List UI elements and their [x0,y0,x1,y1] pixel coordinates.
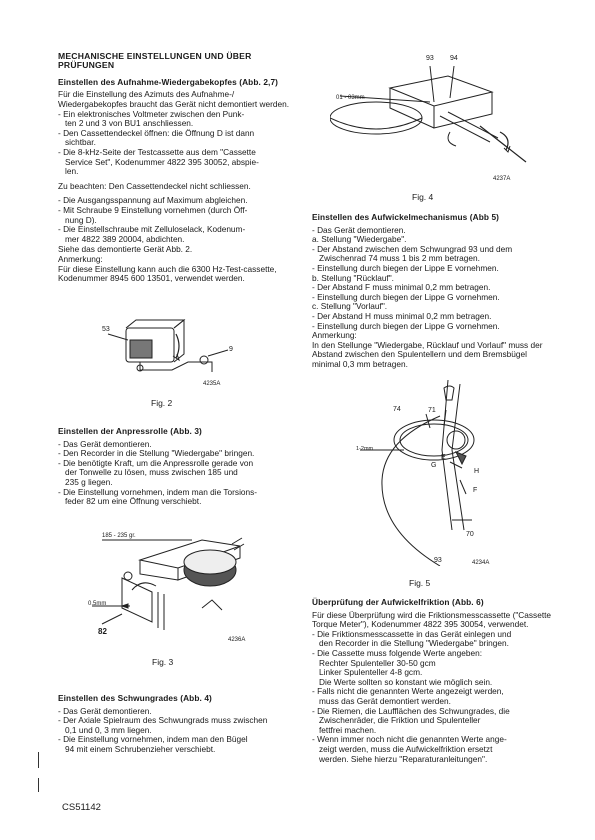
page-heading: MECHANISCHE EINSTELLUNGEN UND ÜBER PRÜFUNGEN [58,51,252,71]
figure-5-label: F [473,487,478,494]
section-title-friction: Überprüfung der Aufwickelfriktion (Abb. 6) [312,597,484,607]
list-item: - Den Cassettendeckel öffnen: die Öffnung D ist dann sichtbar. [58,127,255,148]
list-item: - Falls nicht die genannten Werte angezeigt werden, muss das Gerät demontiert werden. [312,686,504,706]
list-item: - Einstellung durch biegen der Lippe G vornehmen. [312,320,500,331]
figure-5-code: 4234A [472,560,490,566]
section-title-flywheel: Einstellen des Schwungrades (Abb. 4) [58,693,212,703]
figure-4-label: 93 [426,55,434,62]
step-list [58,196,303,244]
figure-3-label: 82 [98,627,107,636]
figure-4-drawing [330,62,530,178]
section-title-head-adjust: Einstellen des Aufnahme-Wiedergabekopfes (Abb. 2,7) [58,76,279,87]
list-item: - Die Ausgangsspannung auf Maximum abgleichen. [58,195,248,206]
figure-5-label: 1-2mm [356,446,374,452]
list-item: - Die Einstellung vornehmen, indem man die Torsions- feder 82 um eine Öffnung verschiebt. [58,486,258,507]
paragraph: Für die Einstellung des Azimuts des Aufnahme-/ Wiedergabekopfes braucht das Gerät nicht demontiert werden. [58,89,290,109]
figure-3-code: 4236A [228,637,246,643]
figure-3-label: 0.5mm [88,601,107,607]
figure-2-caption: Fig. 2 [151,398,173,408]
figure-3-label: 185 - 235 gr. [102,533,136,539]
step-list [58,707,303,755]
section-title-take-up: Einstellen des Aufwickelmechanismus (Abb 5) [312,212,500,222]
margin-mark [38,778,39,792]
list-item: - Die Einstellschraube mit Zelluloselack, Kodenum- mer 4822 389 20004, abdichten. [58,224,246,244]
list-item: - Einstellung durch biegen der Lippe G vornehmen. [312,291,500,302]
figure-5-label: H [474,468,480,475]
list-item: - Die Friktionsmesscassette in das Gerät einlegen und den Recorder in die Stellung "Wiedergabe" bringen. [312,628,512,649]
list-item: - Die Einstellung vornehmen, indem man den Bügel 94 mit einem Schrubenzieher verschiebt. [58,734,248,754]
list-item: - Der Abstand zwischen dem Schwungrad 93 und dem Zwischenrad 74 muss 1 bis 2 mm betragen. [312,243,513,264]
figure-2-label: 53 [102,326,110,333]
step-list [58,110,303,177]
list-item: - Die Cassette muss folgende Werte angeben: Rechter Spulenteller 30-50 gcm Linker Spulenteller 4-8 gcm. Die Werte sollten so konstant wie möglich sein. [312,647,493,687]
list-item: - Mit Schraube 9 Einstellung vornehmen (durch Öff- nung D). [58,204,248,225]
list-item: - Wenn immer noch nicht die genannten Werte ange- zeigt werden, muss die Aufwickelfriktion ersetzt werden. Siehe hierzu "Reparaturanleitungen". [312,734,507,764]
note: Zu beachten: Den Cassettendeckel nicht schliessen. [58,180,251,191]
figure-4-code: 4237A [493,176,511,182]
list-item: - Die Riemen, die Laufflächen des Schwungrades, die Zwischenräder, die Friktion und Spulenteller fettfrei machen. [312,705,510,735]
figure-5-caption: Fig. 5 [409,578,431,588]
remark: Für diese Einstellung kann auch die 6300 Hz-Test-cassette, Kodenummer 8945 600 13501, verwendet werden. [58,263,277,284]
list-item: - Die 8-kHz-Seite der Testcassette aus dem "Cassette Service Set", Kodenummer 4822 395 30052, abspie- len. [58,146,259,177]
left-column-top [58,52,303,284]
list-item: b. Stellung "Rücklauf". [312,272,394,283]
margin-mark [38,752,39,768]
section-take-up-friction [312,598,552,764]
figure-5-label: 93 [434,557,442,564]
list-item: - Das Gerät demontieren. [312,224,406,235]
list-item: - Der Abstand H muss minimal 0,2 mm betragen. [312,310,492,321]
list-item: c. Stellung "Vorlauf". [312,301,388,312]
figure-3-drawing [92,530,262,640]
figure-5-label: G [431,462,437,469]
figure-5-label: 70 [466,531,474,538]
list-item: - Die benötigte Kraft, um die Anpressrolle gerade von der Tonwelle zu lösen, muss zwischen 185 und 235 g liegen. [58,457,254,487]
step-list [312,226,552,332]
figure-3-caption: Fig. 3 [152,657,174,667]
figure-5-label: E [441,454,446,461]
figure-5-label: 71 [428,407,436,414]
figure-4-label: 94 [450,55,458,62]
list-item: - Der Abstand F muss minimal 0,2 mm betragen. [312,282,491,293]
list-item: - Ein elektronisches Voltmeter zwischen den Punk- ten 2 und 3 von BU1 anschliessen. [58,108,245,129]
figure-4-label: 01 - 03mm [336,95,365,101]
step-list [58,440,303,507]
step-list [312,630,552,764]
list-item: - Einstellung durch biegen der Lippe E vornehmen. [312,262,499,273]
section-title-pressure-roller: Einstellen der Anpressrolle (Abb. 3) [58,426,202,436]
figure-2-drawing [100,318,240,388]
paragraph: Für diese Überprüfung wird die Friktionsmesscassette ("Cassette Torque Meter"), Kodenummer 4822 395 30054, verwendet. [312,609,552,630]
remark-label: Anmerkung: [312,330,357,341]
see-reference: Siehe das demontierte Gerät Abb. 2. [58,244,193,255]
remark-label: Anmerkung: [58,253,103,264]
section-take-up-mechanism [312,213,552,370]
figure-2-label: 9 [229,346,233,353]
list-item: - Den Recorder in die Stellung "Wiedergabe" bringen. [58,448,255,459]
figure-5-label: 74 [393,406,401,413]
list-item: - Das Gerät demontieren. [58,705,152,716]
figure-4-caption: Fig. 4 [412,192,434,202]
section-pressure-roller [58,427,303,507]
list-item: - Das Gerät demontieren. [58,438,152,449]
section-flywheel [58,694,303,755]
remark: In den Stellunge "Wiedergabe, Rücklauf und Vorlauf" muss der Abstand zwischen den Spulentellern und dem Bremsbügel minimal 0,3 mm betragen. [312,339,543,369]
list-item: a. Stellung "Wiedergabe". [312,234,407,245]
list-item: - Der Axiale Spielraum des Schwungrads muss zwischen 0,1 und 0, 3 mm liegen. [58,715,268,735]
figure-2-code: 4235A [203,381,221,387]
document-code: CS51142 [62,802,101,813]
